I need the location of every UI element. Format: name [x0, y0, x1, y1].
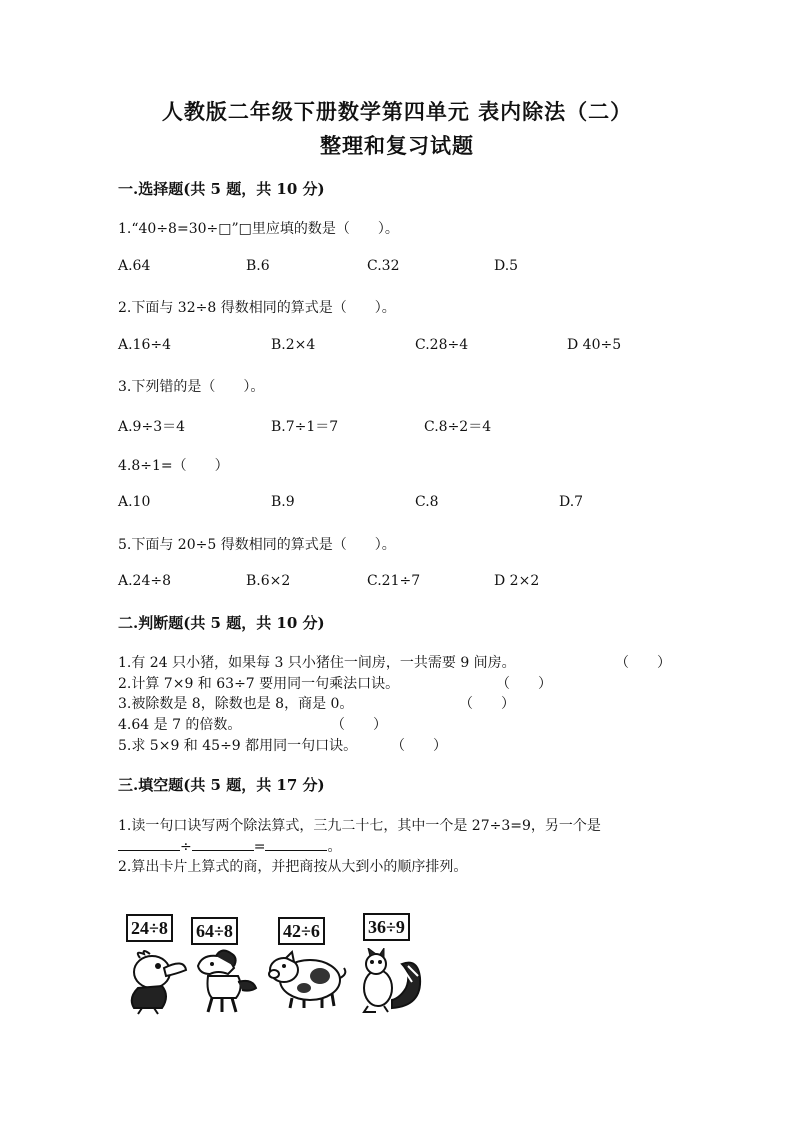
- choice-q2: 2.下面与 32÷8 得数相同的算式是（ ）。: [118, 300, 396, 316]
- section-choice-heading: 一.选择题(共 5 题，共 10 分): [118, 180, 325, 198]
- choice-q5-opt-c: C.21÷7: [367, 573, 421, 589]
- judge-item-2-paren: （ ）: [496, 676, 552, 692]
- equals-sign: =: [253, 839, 266, 855]
- judge-item-1-paren: （ ）: [615, 655, 671, 671]
- answer-blank-2[interactable]: [192, 838, 254, 851]
- judge-item-5-paren: （ ）: [391, 738, 447, 754]
- answer-blank-3[interactable]: [265, 838, 327, 851]
- squirrel-illustration: [352, 948, 424, 1016]
- choice-q3-opt-c: C.8÷2＝4: [424, 419, 492, 435]
- choice-q1-opt-a: A.64: [118, 258, 151, 274]
- choice-q3-opt-b: B.7÷1＝7: [271, 419, 339, 435]
- horse-illustration: [192, 948, 260, 1016]
- fill-q1: 1.读一句口诀写两个除法算式，三九二十七，其中一个是 27÷3=9，另一个是: [118, 818, 601, 834]
- divide-sign: ÷: [180, 839, 192, 855]
- fill-q2: 2.算出卡片上算式的商，并把商按从大到小的顺序排列。: [118, 859, 468, 875]
- fill-q1-blanks: [118, 836, 341, 856]
- card-3: 42÷6: [278, 917, 325, 945]
- choice-q2-opt-c: C.28÷4: [415, 337, 469, 353]
- choice-q4-opt-b: B.9: [271, 494, 295, 510]
- choice-q5-opt-a: A.24÷8: [118, 573, 172, 589]
- choice-q2-opt-d: D 40÷5: [567, 337, 622, 353]
- choice-q1-opt-d: D.5: [494, 258, 519, 274]
- choice-q4-opt-d: D.7: [559, 494, 584, 510]
- choice-q1-opt-b: B.6: [246, 258, 270, 274]
- section-fill-heading: 三.填空题(共 5 题，共 17 分): [118, 776, 325, 794]
- choice-q3: 3.下列错的是（ ）。: [118, 379, 265, 395]
- judge-item-4-paren: （ ）: [331, 717, 387, 733]
- choice-q5-opt-b: B.6×2: [246, 573, 291, 589]
- title-line-1: 人教版二年级下册数学第四单元 表内除法（二）: [161, 99, 633, 124]
- card-1: 24÷8: [126, 914, 173, 942]
- judge-item-3: 3.被除数是 8，除数也是 8，商是 0。: [118, 696, 354, 712]
- pig-illustration: [264, 948, 348, 1010]
- section-judge-heading: 二.判断题(共 5 题，共 10 分): [118, 614, 325, 632]
- period: 。: [327, 839, 342, 855]
- duck-illustration: [124, 948, 190, 1016]
- choice-q2-opt-b: B.2×4: [271, 337, 316, 353]
- judge-item-3-paren: （ ）: [459, 696, 515, 712]
- card-2: 64÷8: [191, 917, 238, 945]
- judge-item-4: 4.64 是 7 的倍数。: [118, 717, 242, 733]
- choice-q1-opt-c: C.32: [367, 258, 400, 274]
- judge-item-2: 2.计算 7×9 和 63÷7 要用同一句乘法口诀。: [118, 676, 400, 692]
- choice-q3-opt-a: A.9÷3＝4: [118, 419, 186, 435]
- choice-q1: 1.“40÷8=30÷□”□里应填的数是（ ）。: [118, 221, 399, 237]
- choice-q4: 4.8÷1=（ ）: [118, 458, 229, 474]
- judge-item-1: 1.有 24 只小猪，如果每 3 只小猪住一间房，一共需要 9 间房。: [118, 655, 516, 671]
- choice-q5-opt-d: D 2×2: [494, 573, 540, 589]
- choice-q5: 5.下面与 20÷5 得数相同的算式是（ ）。: [118, 537, 396, 553]
- card-4: 36÷9: [363, 913, 410, 941]
- choice-q4-opt-a: A.10: [118, 494, 151, 510]
- judge-item-5: 5.求 5×9 和 45÷9 都用同一句口诀。: [118, 738, 358, 754]
- title-line-2: 整理和复习试题: [320, 133, 474, 158]
- answer-blank-1[interactable]: [118, 838, 180, 851]
- choice-q4-opt-c: C.8: [415, 494, 439, 510]
- choice-q2-opt-a: A.16÷4: [118, 337, 172, 353]
